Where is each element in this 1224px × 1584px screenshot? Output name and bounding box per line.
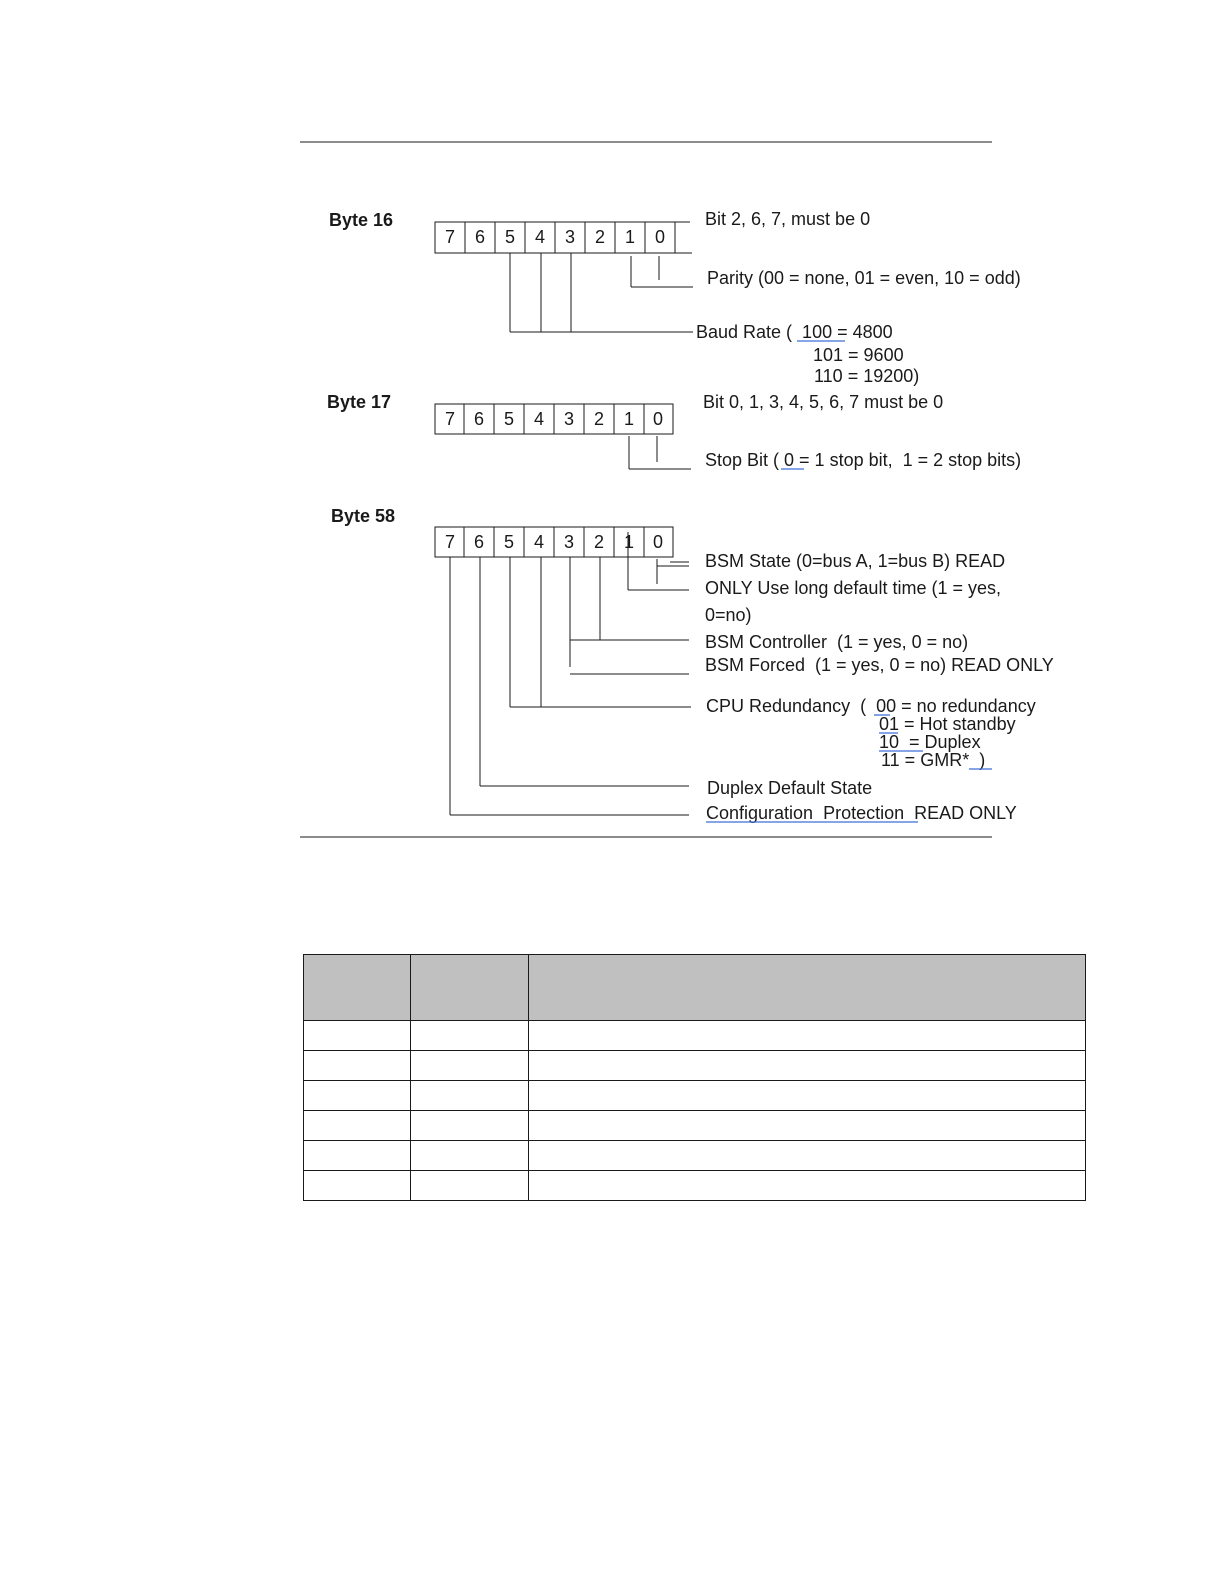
- cpu-redundancy-note: CPU Redundancy ( 00 = no redundancy: [706, 696, 1036, 716]
- table-cell: [529, 1171, 1086, 1201]
- bit-1: 1: [624, 227, 636, 247]
- table-cell: [529, 1021, 1086, 1051]
- table-cell: [304, 1081, 411, 1111]
- byte-58-register: [435, 527, 673, 557]
- bit-1: 1: [623, 409, 635, 429]
- long-default-note-cont: 0=no): [705, 605, 752, 625]
- duplex-default-note: Duplex Default State: [707, 778, 873, 798]
- stop-bit-connector: [629, 436, 691, 469]
- baud-rate-note: Baud Rate ( 100 = 4800: [696, 322, 893, 342]
- byte-58-connectors: [450, 532, 691, 815]
- bit-7: 7: [444, 409, 456, 429]
- table-cell: [304, 1141, 411, 1171]
- bit-0: 0: [652, 409, 664, 429]
- table-cell: [529, 1141, 1086, 1171]
- table-header-cell: [529, 955, 1086, 1021]
- cpu-gmr: 11 = GMR* ): [881, 750, 986, 770]
- table-cell: [304, 1171, 411, 1201]
- byte-16-register: [435, 222, 692, 253]
- bit-0: 0: [652, 532, 664, 552]
- parity-connector: [631, 256, 693, 287]
- byte-16-rule: Bit 2, 6, 7, must be 0: [705, 209, 871, 229]
- table-row: [304, 1081, 1086, 1111]
- empty-table: [303, 954, 1086, 1201]
- table-cell: [411, 1021, 529, 1051]
- byte-17-label: Byte 17: [327, 392, 392, 412]
- table-cell: [411, 1081, 529, 1111]
- table-row: [304, 1141, 1086, 1171]
- bsm-controller-note: BSM Controller (1 = yes, 0 = no): [705, 632, 969, 652]
- table-cell: [411, 1141, 529, 1171]
- bit-3: 3: [564, 227, 576, 247]
- baud-rate-19200: 110 = 19200): [814, 366, 920, 386]
- bit-5: 5: [504, 227, 516, 247]
- byte-17-register: [435, 404, 673, 434]
- bit-5: 5: [503, 532, 515, 552]
- bit-6: 6: [473, 409, 485, 429]
- table-header-row: [304, 955, 1086, 1021]
- table-row: [304, 1111, 1086, 1141]
- stop-bit-note: Stop Bit ( 0 = 1 stop bit, 1 = 2 stop bits): [705, 450, 1022, 470]
- long-default-note: ONLY Use long default time (1 = yes,: [705, 578, 1001, 598]
- bsm-forced-note: BSM Forced (1 = yes, 0 = no) READ ONLY: [705, 655, 1054, 675]
- table-cell: [411, 1051, 529, 1081]
- bit-1: 1: [623, 532, 635, 552]
- table-row: [304, 1171, 1086, 1201]
- table-cell: [304, 1021, 411, 1051]
- table-header-cell: [304, 955, 411, 1021]
- bsm-state-note: BSM State (0=bus A, 1=bus B) READ: [705, 551, 1006, 571]
- cpu-hot-standby: 01 = Hot standby: [879, 714, 1016, 734]
- baud-rate-connector: [510, 253, 693, 332]
- table-row: [304, 1021, 1086, 1051]
- bit-3: 3: [563, 532, 575, 552]
- bit-2: 2: [593, 532, 605, 552]
- configuration-protection-note: Configuration Protection READ ONLY: [706, 803, 1017, 823]
- table-header-cell: [411, 955, 529, 1021]
- bit-4: 4: [533, 409, 545, 429]
- table-cell: [304, 1111, 411, 1141]
- baud-rate-9600: 101 = 9600: [813, 345, 904, 365]
- bit-2: 2: [594, 227, 606, 247]
- table-row: [304, 1051, 1086, 1081]
- parity-note: Parity (00 = none, 01 = even, 10 = odd): [707, 268, 1021, 288]
- bit-6: 6: [473, 532, 485, 552]
- table-cell: [411, 1111, 529, 1141]
- table-cell: [411, 1171, 529, 1201]
- table-cell: [529, 1111, 1086, 1141]
- byte-16-label: Byte 16: [329, 210, 394, 230]
- bit-2: 2: [593, 409, 605, 429]
- bit-7: 7: [444, 532, 456, 552]
- table-cell: [529, 1051, 1086, 1081]
- table-cell: [529, 1081, 1086, 1111]
- bit-4: 4: [534, 227, 546, 247]
- bit-3: 3: [563, 409, 575, 429]
- bit-0: 0: [654, 227, 666, 247]
- bit-5: 5: [503, 409, 515, 429]
- cpu-duplex: 10 = Duplex: [879, 732, 981, 752]
- byte-58-label: Byte 58: [331, 506, 396, 526]
- bit-6: 6: [474, 227, 486, 247]
- bit-7: 7: [444, 227, 456, 247]
- bit-4: 4: [533, 532, 545, 552]
- byte-17-rule: Bit 0, 1, 3, 4, 5, 6, 7 must be 0: [703, 392, 944, 412]
- table-cell: [304, 1051, 411, 1081]
